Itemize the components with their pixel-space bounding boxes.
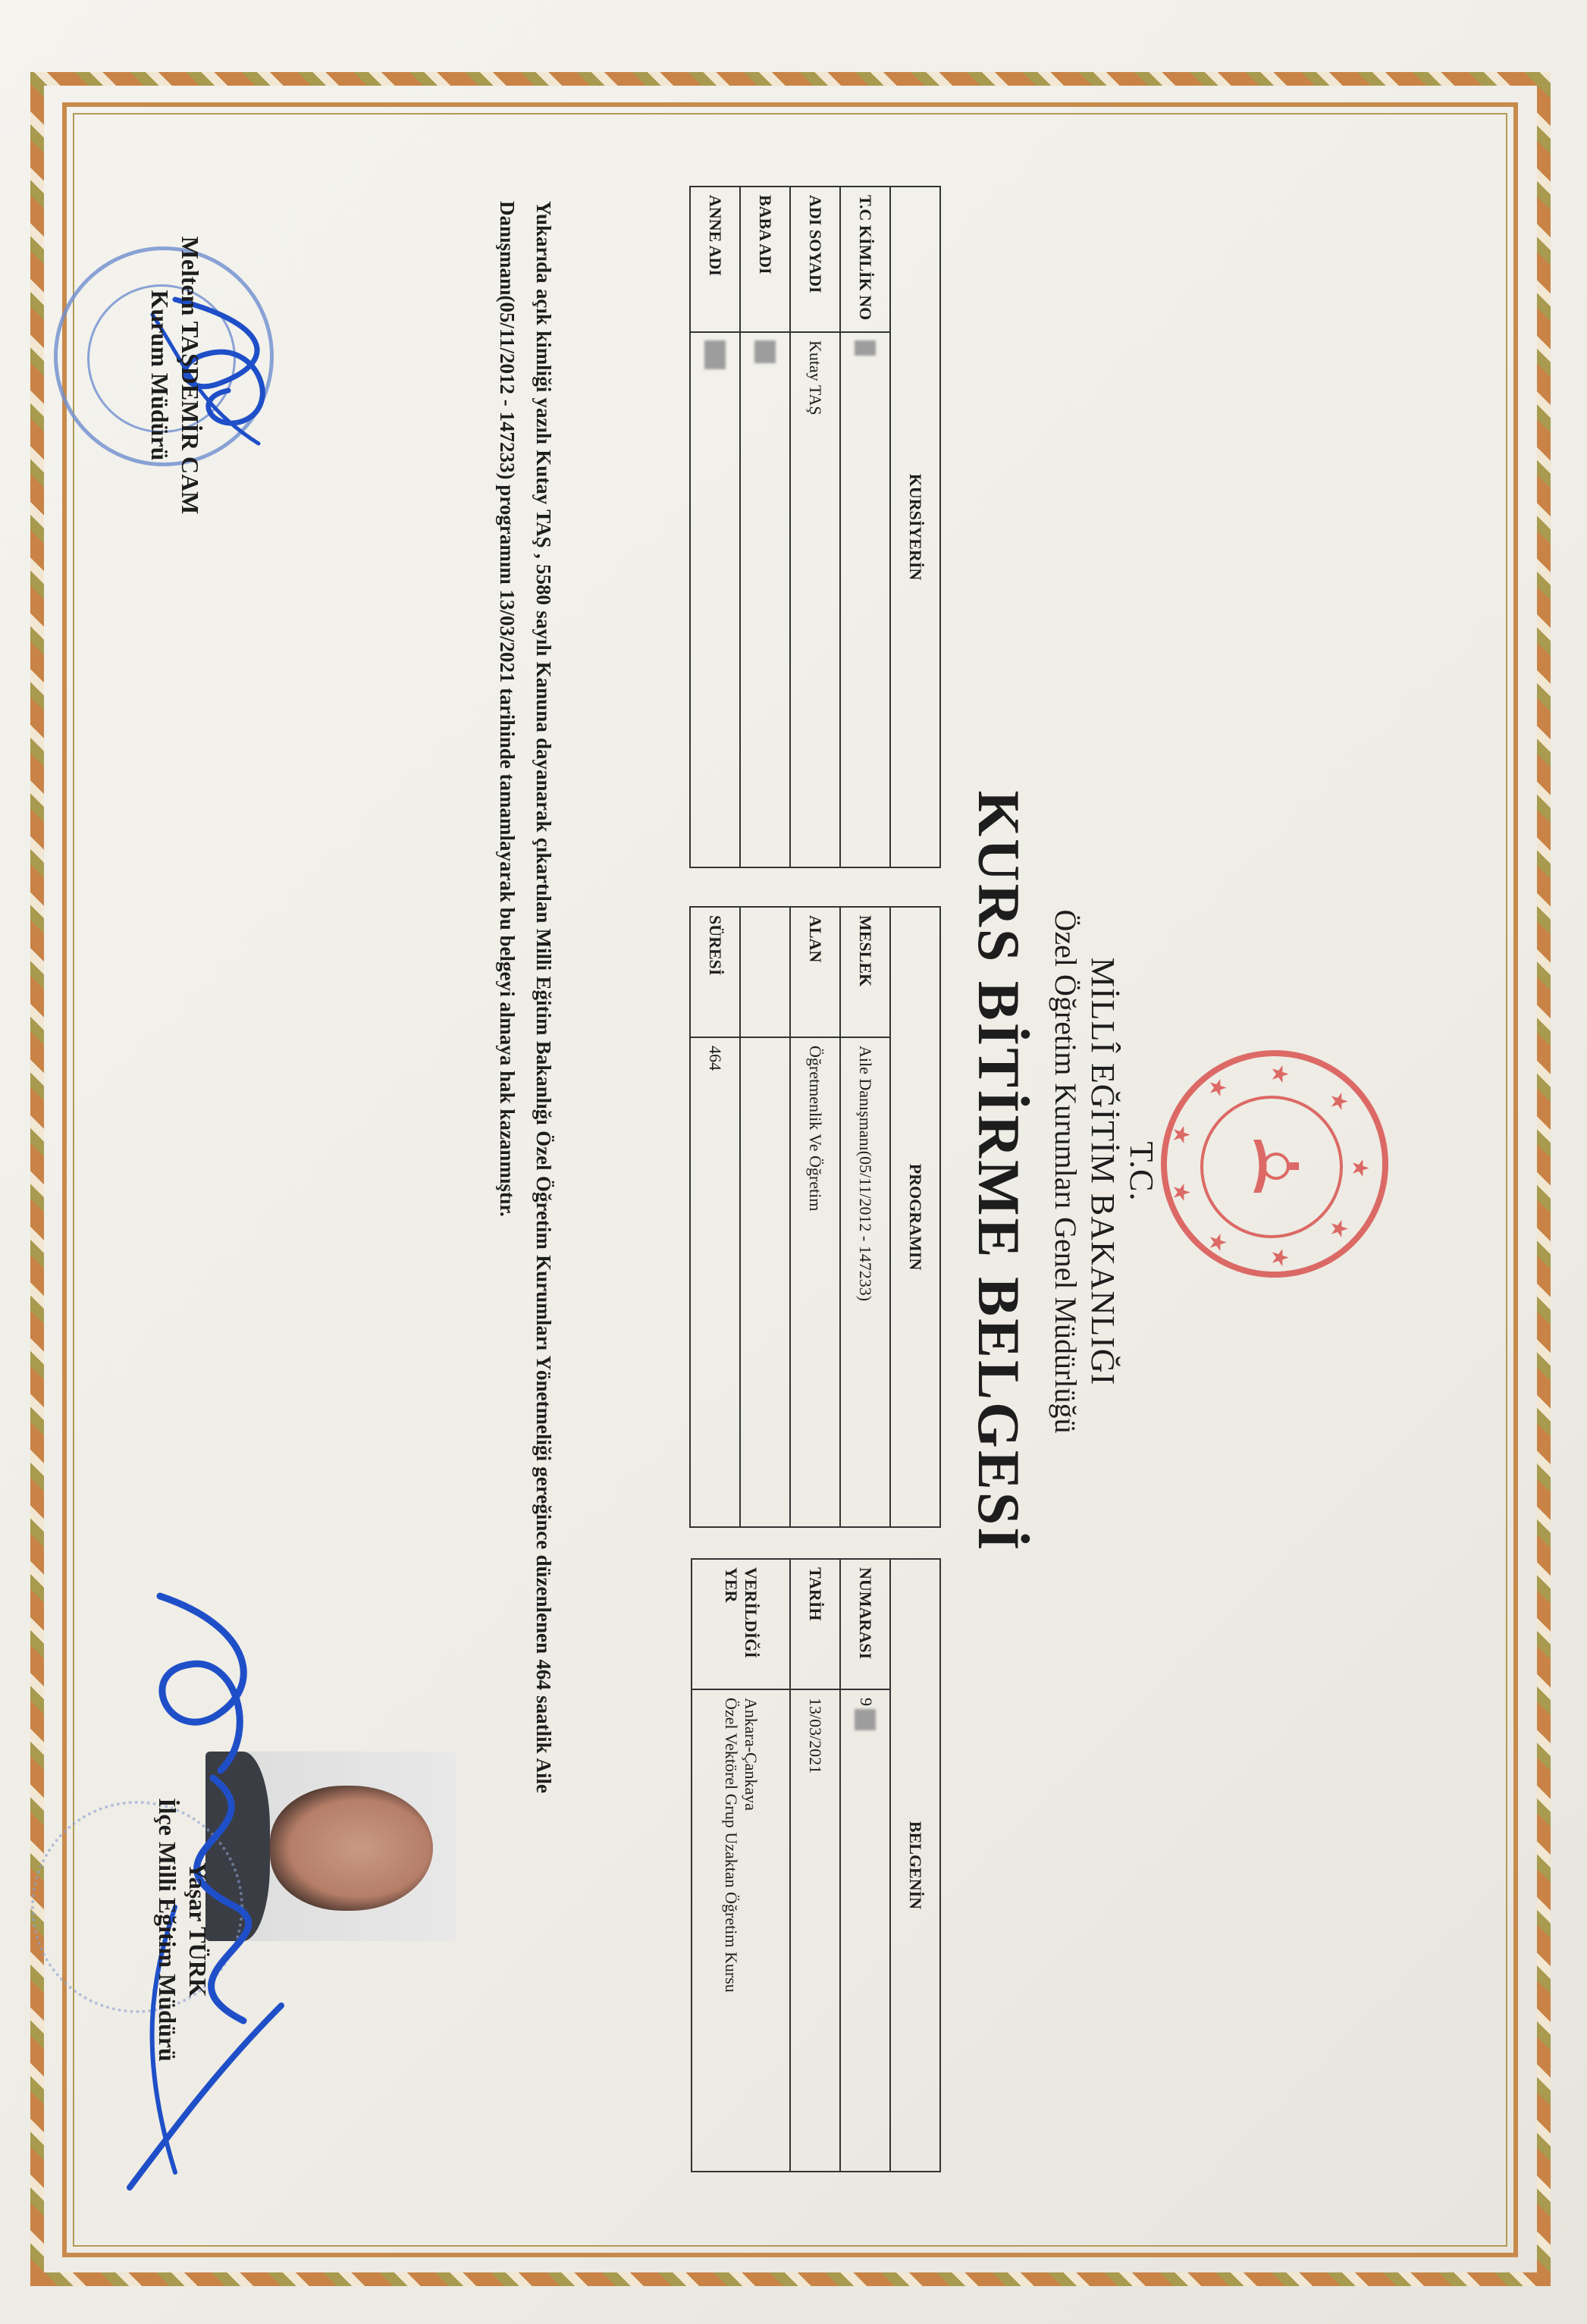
mother-name-value <box>690 332 740 867</box>
table-row: ADI SOYADI Kutay TAŞ <box>790 187 840 867</box>
certificate-table-heading: BELGENİN <box>890 1559 940 2172</box>
table-row: MESLEK Aile Danışmanı(05/11/2012 - 147233) <box>840 907 890 1527</box>
right-signatory <box>152 1770 213 2089</box>
table-row: TARİH 13/03/2021 <box>790 1559 840 2172</box>
trainee-table <box>689 186 941 868</box>
program-table <box>689 906 941 1528</box>
table-row: SÜRESİ 464 <box>690 907 740 1527</box>
certificate-info-table <box>691 1558 941 2172</box>
left-signatory <box>145 216 205 535</box>
profession-value: Aile Danışmanı(05/11/2012 - 147233) <box>840 1037 890 1527</box>
trainee-table-heading: KURSİYERİN <box>890 187 940 867</box>
certificate-title: KURS BİTİRME BELGESİ <box>966 790 1032 1553</box>
certificate-content <box>54 72 1540 2271</box>
issue-place: Ankara-Çankaya Özel Vektörel Grup Uzaktan Öğretim Kursu <box>692 1689 790 2172</box>
right-signatory-role: İlçe Milli Eğitim Müdürü <box>154 1798 181 2062</box>
ministry-seal-icon: ★ ★ ★ ★ ★ ★ ★ ★ ★ <box>1161 1050 1388 1278</box>
header-ministry: MİLLÎ EĞİTİM BAKANLIĞI <box>1084 957 1121 1386</box>
certificate-number: 9 <box>840 1689 890 2172</box>
table-row: NUMARASI 9 <box>840 1559 890 2172</box>
duration-value: 464 <box>690 1037 740 1527</box>
right-signatory-name: Yaşar TÜRK <box>184 1862 212 1997</box>
tc-id-value <box>840 332 890 867</box>
left-signatory-name: Meltem TAŞDEMİR CAM <box>177 236 204 515</box>
father-name-value <box>740 332 790 867</box>
certificate-date: 13/03/2021 <box>790 1689 840 2172</box>
field-value: Öğretmenlik Ve Öğretim <box>790 1037 840 1527</box>
table-row <box>740 907 790 1527</box>
header-directorate: Özel Öğretim Kurumları Genel Müdürlüğü <box>1049 909 1083 1434</box>
trainee-name: Kutay TAŞ <box>790 332 840 867</box>
table-row: T.C KİMLİK NO <box>840 187 890 867</box>
left-signatory-role: Kurum Müdürü <box>146 290 174 461</box>
header-tc: T.C. <box>1123 1141 1160 1202</box>
table-row: BABA ADI <box>740 187 790 867</box>
table-row: ALAN Öğretmenlik Ve Öğretim <box>790 907 840 1527</box>
table-row: VERİLDİĞİ YER Ankara-Çankaya Özel Vektörel Grup Uzaktan Öğretim Kursu <box>692 1559 790 2172</box>
table-row: ANNE ADI <box>690 187 740 867</box>
certificate-statement: Yukarıda açık kimliği yazılı Kutay TAŞ , 5580 sayılı Kanuna dayanarak çıkartılan Milli Eğitim Bakanlığı Özel Öğretim Kurumları Yönetmeliği gereğince düzenlenen 464 saatlik Aile Danışmanı(05/11/2012 - 147233) programını 13/03/2021 tarihinde tamamlayarak bu belgeyi almaya hak kazanmıştır. <box>496 201 555 1793</box>
program-table-heading: PROGRAMIN <box>890 907 940 1527</box>
